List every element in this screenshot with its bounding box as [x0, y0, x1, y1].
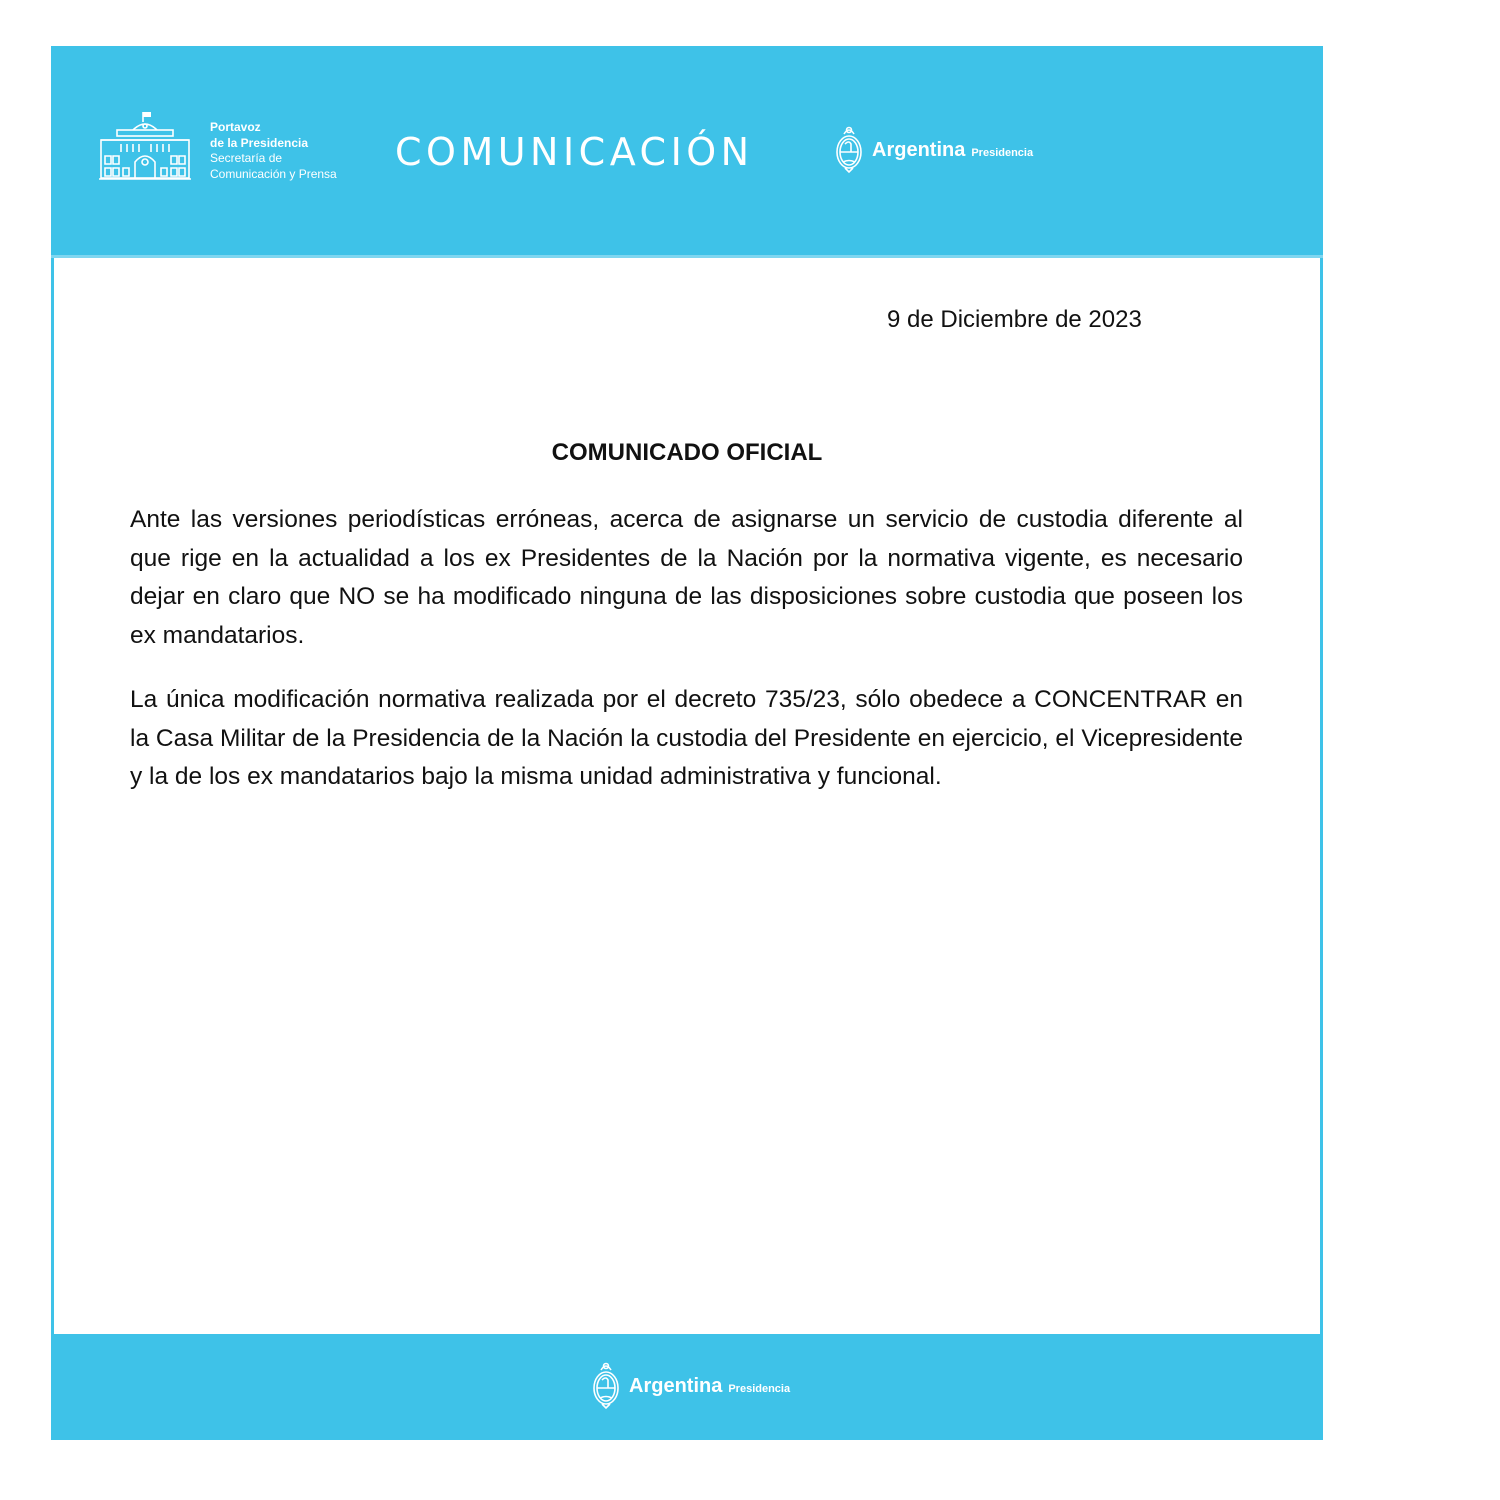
left-border: [51, 258, 54, 1334]
paragraph-1: Ante las versiones periodísticas erróneas, acerca de asignarse un servicio de custodia diferente al que rige en la actualidad a los ex Presidentes de la Nación por la normativa vigente, es necesario dejar en claro que NO se ha modificado ninguna de las disposiciones sobre custodia que poseen los ex mandatarios.: [130, 506, 1243, 649]
header-title: COMUNICACIÓN: [395, 130, 754, 174]
secretaria-line2: Comunicación y Prensa: [210, 166, 337, 181]
secretaria-line1: Secretaría de: [210, 151, 283, 165]
footer-brand-sub: Presidencia: [728, 1382, 791, 1395]
brand-name: Argentina: [872, 138, 966, 161]
portavoz-logo: [99, 110, 359, 182]
argentina-coat-of-arms-icon: [834, 124, 864, 176]
document-title: COMUNICADO OFICIAL: [551, 439, 823, 466]
brand-sub: Presidencia: [971, 146, 1034, 159]
portavoz-line2: de la Presidencia: [210, 135, 309, 150]
right-border: [1320, 258, 1323, 1334]
casa-rosada-building-icon: [99, 110, 191, 182]
portavoz-line1: Portavoz: [210, 120, 261, 134]
argentina-presidencia-logo: [834, 124, 1033, 176]
header-divider: [51, 255, 1323, 258]
paragraph-2: La única modificación normativa realizada por el decreto 735/23, sólo obedece a CONCENTRAR en la Casa Militar de la Presidencia de la Nación la custodia del Presidente en ejercicio, el Vicepresidente y la de los ex mandatarios bajo la misma unidad administrativa y funcional.: [130, 686, 1243, 790]
footer-argentina-presidencia-logo: [591, 1360, 790, 1412]
footer-brand-name: Argentina: [629, 1374, 723, 1397]
argentina-coat-of-arms-icon: [591, 1360, 621, 1412]
press-release-page: [51, 46, 1323, 1440]
document-date: 9 de Diciembre de 2023: [887, 306, 1142, 333]
header-banner: [51, 46, 1323, 255]
portavoz-text: [210, 120, 337, 182]
